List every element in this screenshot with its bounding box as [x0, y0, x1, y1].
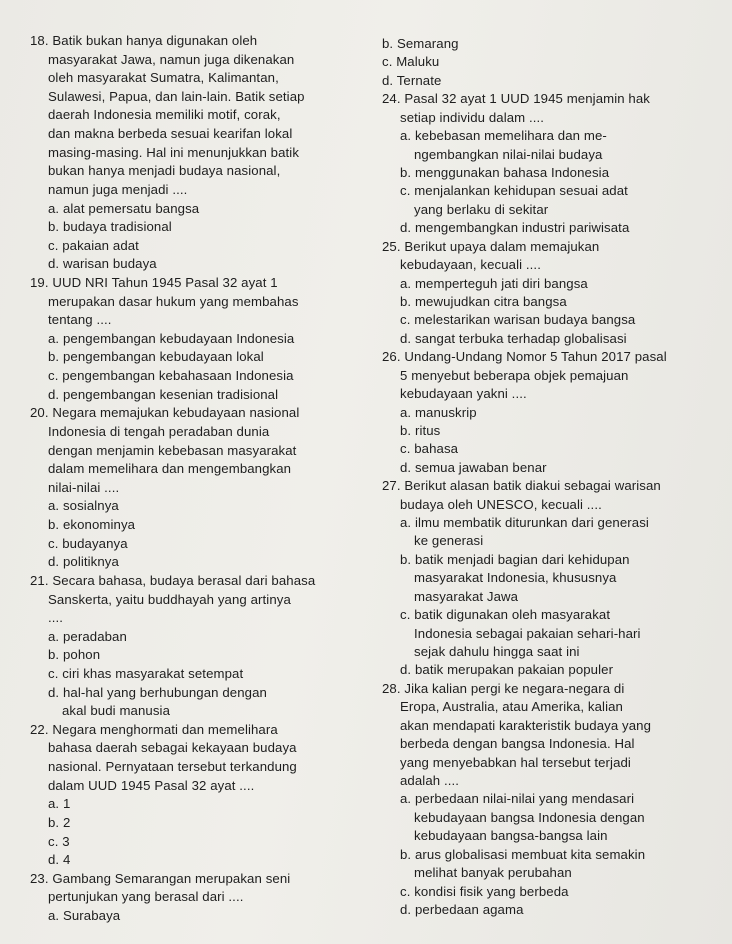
- text-line: b. Semarang: [382, 36, 459, 51]
- text-line: nasional. Pernyataan tersebut terkandung: [48, 759, 297, 775]
- text-line: masyarakat Jawa, namun juga dikenakan: [48, 51, 295, 67]
- text-line: d. perbedaan agama: [400, 902, 524, 917]
- text-line: 20. Negara memajukan kebudayaan nasional: [30, 405, 300, 421]
- text-line: 25. Berikut upaya dalam memajukan: [382, 238, 600, 254]
- text-line: d. politiknya: [48, 554, 119, 570]
- text-line: merupakan dasar hukum yang membahas: [48, 293, 299, 309]
- text-line: a. sosialnya: [48, 498, 119, 514]
- text-line: yang menyebabkan hal tersebut terjadi: [400, 754, 631, 770]
- text-line: 24. Pasal 32 ayat 1 UUD 1945 menjamin hak: [382, 91, 650, 107]
- text-line: d. Ternate: [382, 72, 442, 88]
- text-line: c. kondisi fisik yang berbeda: [400, 883, 569, 899]
- text-line: kebudayaan bangsa Indonesia dengan: [414, 809, 645, 825]
- text-line: a. peradaban: [48, 628, 127, 644]
- text-line: d. 4: [48, 852, 71, 868]
- text-line: masyarakat Jawa: [414, 588, 519, 604]
- text-line: ....: [48, 610, 64, 626]
- text-line: b. ekonominya: [48, 517, 136, 533]
- text-line: dan makna berbeda sesuai kearifan lokal: [48, 126, 293, 142]
- text-line: namun juga menjadi ....: [48, 181, 188, 197]
- text-line: kebudayaan bangsa-bangsa lain: [414, 828, 608, 844]
- text-line: d. warisan budaya: [48, 256, 157, 272]
- text-line: a. ilmu membatik diturunkan dari generasi: [400, 515, 649, 531]
- text-line: oleh masyarakat Sumatra, Kalimantan,: [48, 70, 279, 86]
- text-line: Sulawesi, Papua, dan lain-lain. Batik setiap: [48, 88, 305, 104]
- text-line: adalah ....: [400, 773, 460, 789]
- text-line: Indonesia sebagai pakaian sehari-hari: [414, 625, 641, 641]
- text-line: b. pohon: [48, 647, 101, 663]
- text-line: Sanskerta, yaitu buddhayah yang artinya: [48, 591, 291, 607]
- text-line: nilai-nilai ....: [48, 479, 120, 495]
- text-line: Eropa, Australia, atau Amerika, kalian: [400, 699, 623, 715]
- text-line: c. budayanya: [48, 535, 128, 551]
- text-line: b. pengembangan kebudayaan lokal: [48, 349, 264, 365]
- text-line: b. arus globalisasi membuat kita semakin: [400, 846, 646, 862]
- right-column: [326, 0, 732, 944]
- text-line: kebudayaan, kecuali ....: [400, 257, 541, 273]
- text-line: yang berlaku di sekitar: [414, 201, 549, 217]
- text-line: 5 menyebut beberapa objek pemajuan: [400, 367, 629, 383]
- text-line: masing-masing. Hal ini menunjukkan batik: [48, 144, 300, 160]
- text-line: 28. Jika kalian pergi ke negara-negara di: [382, 680, 625, 696]
- text-line: a. 1: [48, 796, 71, 812]
- text-line: c. pengembangan kebahasaan Indonesia: [48, 368, 294, 384]
- text-line: a. pengembangan kebudayaan Indonesia: [48, 330, 295, 346]
- text-line: daerah Indonesia memiliki motif, corak,: [48, 107, 281, 123]
- text-line: a. memperteguh jati diri bangsa: [400, 275, 588, 291]
- text-line: 19. UUD NRI Tahun 1945 Pasal 32 ayat 1: [30, 275, 278, 291]
- text-line: Indonesia di tengah peradaban dunia: [48, 423, 270, 439]
- text-line: pertunjukan yang berasal dari ....: [48, 889, 244, 905]
- text-line: d. hal-hal yang berhubungan dengan: [48, 684, 267, 700]
- text-line: a. Surabaya: [48, 908, 121, 923]
- text-line: tentang ....: [48, 312, 112, 328]
- text-line: b. 2: [48, 814, 71, 830]
- text-line: d. sangat terbuka terhadap globalisasi: [400, 330, 627, 346]
- text-line: 22. Negara menghormati dan memelihara: [30, 721, 278, 737]
- text-line: d. semua jawaban benar: [400, 459, 547, 475]
- text-line: b. mewujudkan citra bangsa: [400, 293, 567, 309]
- text-line: c. menjalankan kehidupan sesuai adat: [400, 183, 628, 199]
- text-line: a. alat pemersatu bangsa: [48, 200, 200, 216]
- text-line: setiap individu dalam ....: [400, 109, 545, 125]
- text-line: akan mendapati karakteristik budaya yang: [400, 717, 652, 733]
- text-line: kebudayaan yakni ....: [400, 386, 527, 402]
- text-line: masyarakat Indonesia, khususnya: [414, 570, 617, 586]
- text-line: ngembangkan nilai-nilai budaya: [414, 146, 603, 162]
- text-line: c. batik digunakan oleh masyarakat: [400, 607, 611, 623]
- text-line: b. batik menjadi bagian dari kehidupan: [400, 551, 630, 567]
- text-line: bukan hanya menjadi budaya nasional,: [48, 163, 281, 179]
- text-line: 26. Undang-Undang Nomor 5 Tahun 2017 pasal: [382, 349, 667, 365]
- text-line: dengan menjamin kebebasan masyarakat: [48, 442, 297, 458]
- text-line: berbeda dengan bangsa Indonesia. Hal: [400, 736, 635, 752]
- text-line: d. mengembangkan industri pariwisata: [400, 220, 630, 236]
- text-line: c. ciri khas masyarakat setempat: [48, 665, 244, 681]
- text-line: c. melestarikan warisan budaya bangsa: [400, 312, 636, 328]
- text-line: dalam memelihara dan mengembangkan: [48, 461, 292, 477]
- text-line: bahasa daerah sebagai kekayaan budaya: [48, 740, 297, 756]
- text-line: 23. Gambang Semarangan merupakan seni: [30, 870, 291, 886]
- text-line: sejak dahulu hingga saat ini: [414, 644, 580, 660]
- text-line: dalam UUD 1945 Pasal 32 ayat ....: [48, 777, 255, 793]
- text-line: a. manuskrip: [400, 404, 477, 420]
- text-line: akal budi manusia: [62, 703, 170, 719]
- text-line: b. budaya tradisional: [48, 219, 172, 235]
- text-line: 27. Berikut alasan batik diakui sebagai warisan: [382, 478, 661, 494]
- text-line: a. perbedaan nilai-nilai yang mendasari: [400, 791, 635, 807]
- text-line: c. bahasa: [400, 441, 459, 457]
- left-column: [30, 0, 370, 944]
- text-line: budaya oleh UNESCO, kecuali ....: [400, 496, 602, 512]
- text-line: 21. Secara bahasa, budaya berasal dari bahasa: [30, 572, 316, 588]
- text-line: ke generasi: [414, 533, 484, 549]
- text-line: c. Maluku: [382, 54, 440, 70]
- text-line: b. menggunakan bahasa Indonesia: [400, 164, 610, 180]
- text-line: c. 3: [48, 833, 70, 849]
- text-line: d. batik merupakan pakaian populer: [400, 662, 614, 678]
- text-line: c. pakaian adat: [48, 237, 139, 253]
- text-line: d. pengembangan kesenian tradisional: [48, 386, 279, 402]
- text-line: b. ritus: [400, 422, 441, 438]
- text-line: a. kebebasan memelihara dan me-: [400, 128, 607, 144]
- text-line: melihat banyak perubahan: [414, 865, 572, 881]
- text-line: 18. Batik bukan hanya digunakan oleh: [30, 33, 258, 48]
